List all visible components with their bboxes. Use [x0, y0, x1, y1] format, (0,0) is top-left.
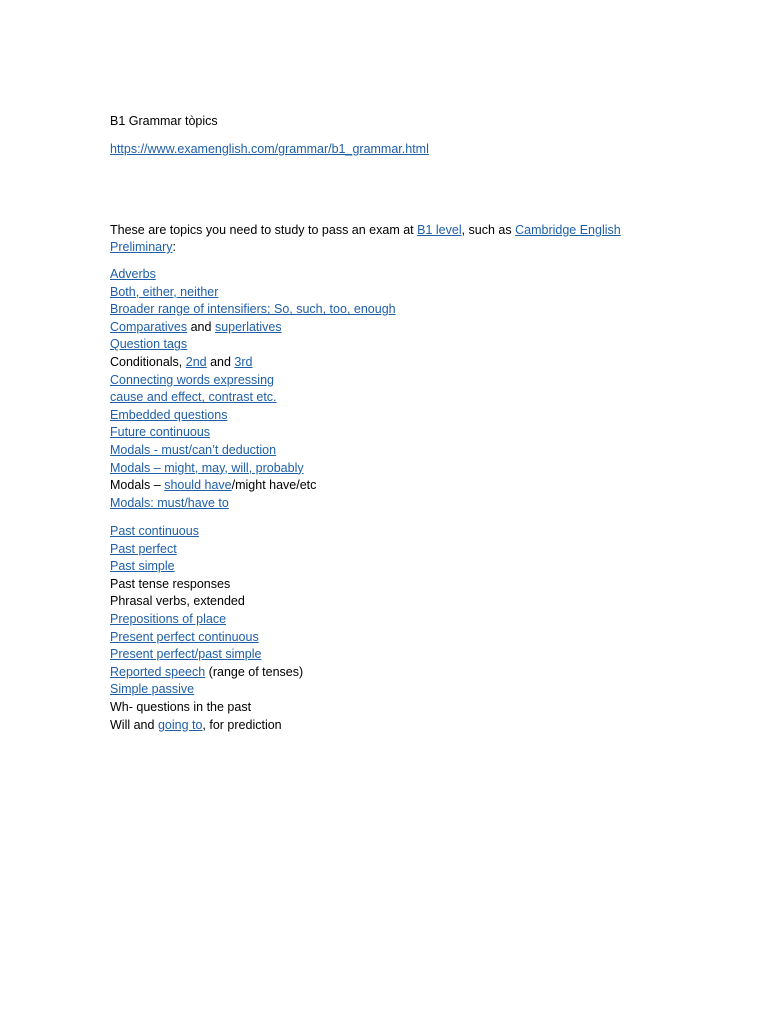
intro-text-before: These are topics you need to study to pass an exam at — [110, 223, 418, 237]
topic-text: /might have/etc — [231, 478, 317, 493]
topic-link[interactable]: going to — [157, 717, 203, 732]
topic-item — [110, 646, 303, 664]
topic-item — [110, 541, 303, 559]
document-title: B1 Grammar tòpics — [110, 114, 218, 128]
topic-text: Conditionals, — [110, 354, 186, 369]
topic-item — [110, 611, 303, 629]
topic-item — [110, 495, 396, 513]
topic-item — [110, 354, 396, 372]
intro-line-1 — [110, 222, 621, 238]
topic-text: (range of tenses) — [205, 664, 304, 679]
topic-text: Will and — [110, 717, 158, 732]
topic-text: and — [206, 354, 235, 369]
topic-link[interactable]: Prepositions of place — [110, 611, 227, 626]
topic-link[interactable]: Question tags — [110, 337, 188, 352]
preliminary-link[interactable]: Preliminary — [110, 240, 173, 254]
topic-link[interactable]: 2nd — [185, 354, 207, 369]
topic-item — [110, 336, 396, 354]
topic-text: Modals – — [110, 478, 165, 493]
topic-link[interactable]: Connecting words expressing — [110, 372, 274, 387]
topic-text: and — [187, 319, 215, 334]
topic-link[interactable]: Present perfect continuous — [110, 629, 259, 644]
topic-item — [110, 576, 303, 594]
topic-item — [110, 523, 303, 541]
topic-link[interactable]: Simple passive — [110, 682, 195, 697]
topic-link[interactable]: Embedded questions — [110, 407, 228, 422]
topic-link[interactable]: Modals: must/have to — [110, 495, 229, 510]
topic-item — [110, 558, 303, 576]
topic-item — [110, 460, 396, 478]
topic-item — [110, 301, 396, 319]
topic-item — [110, 629, 303, 647]
topic-link[interactable]: superlatives — [214, 319, 282, 334]
topic-item — [110, 681, 303, 699]
topic-link[interactable]: Broader range of intensifiers; So, such, too, enough — [110, 302, 396, 317]
topic-link[interactable]: Present perfect/past simple — [110, 647, 262, 662]
topic-link[interactable]: Adverbs — [110, 267, 156, 281]
topic-link[interactable]: Past continuous — [110, 524, 199, 538]
b1-level-link[interactable]: B1 level — [417, 223, 462, 237]
topic-item — [110, 389, 396, 407]
topic-item — [110, 717, 303, 735]
topic-link[interactable]: Future continuous — [110, 425, 211, 440]
topic-link[interactable]: Past simple — [110, 559, 175, 574]
topic-item — [110, 372, 396, 390]
topic-link[interactable]: Reported speech — [110, 664, 206, 679]
topic-link[interactable]: should have — [164, 478, 232, 493]
topic-item — [110, 266, 396, 284]
intro-text-middle: , such as — [461, 223, 516, 237]
topic-text: Phrasal verbs, extended — [110, 594, 245, 609]
topic-item — [110, 442, 396, 460]
topic-item — [110, 593, 303, 611]
topic-link[interactable]: Modals - must/can’t deduction — [110, 442, 277, 457]
topics-list-group-1 — [110, 266, 396, 512]
topic-text: , for prediction — [202, 717, 282, 732]
topic-link[interactable]: Both, either, neither — [110, 284, 219, 299]
topic-item — [110, 424, 396, 442]
topic-item — [110, 664, 303, 682]
topic-item — [110, 477, 396, 495]
intro-line-2 — [110, 239, 176, 255]
source-url-line — [110, 141, 429, 157]
topic-text: Wh- questions in the past — [110, 699, 252, 714]
topic-text: Past tense responses — [110, 576, 231, 591]
source-url-link[interactable]: https://www.examenglish.com/grammar/b1_grammar.html — [110, 142, 429, 156]
topics-list-group-2 — [110, 523, 303, 734]
topic-item — [110, 699, 303, 717]
topic-link[interactable]: Modals – might, may, will, probably — [110, 460, 304, 475]
topic-link[interactable]: Past perfect — [110, 541, 177, 556]
topic-item — [110, 284, 396, 302]
topic-item — [110, 407, 396, 425]
topic-item — [110, 319, 396, 337]
cambridge-english-link[interactable]: Cambridge English — [515, 223, 621, 237]
topic-link[interactable]: Comparatives — [110, 319, 188, 334]
topic-link[interactable]: cause and effect, contrast etc. — [110, 390, 277, 405]
intro-text-after: : — [172, 240, 176, 254]
topic-link[interactable]: 3rd — [234, 354, 253, 369]
